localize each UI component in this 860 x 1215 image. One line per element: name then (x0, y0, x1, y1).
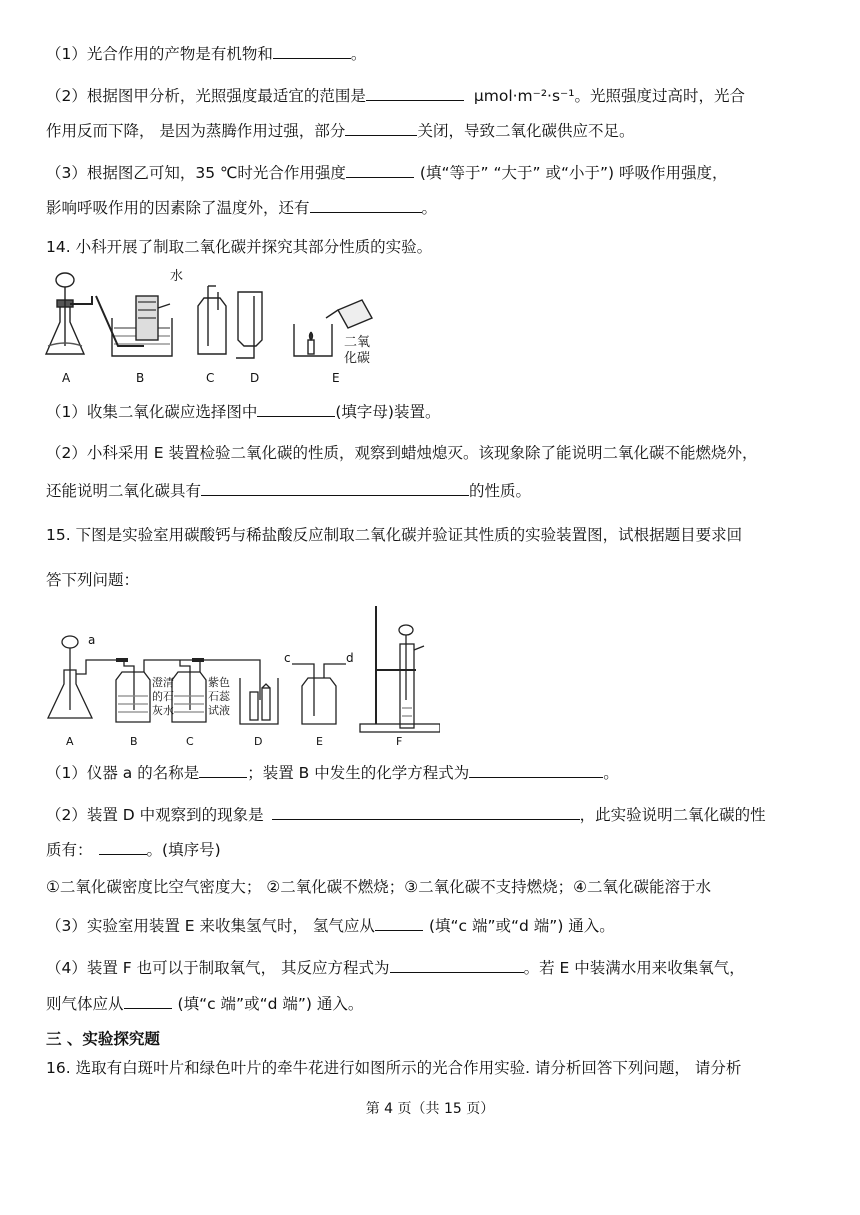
q13-part3-line2 (46, 196, 437, 219)
q15-part2-line1 (46, 803, 766, 826)
q15-p4-line2-text-b: (填“c 端”或“d 端”) 通入。 (177, 995, 364, 1013)
fig-label-e: E (316, 735, 323, 748)
q15-p4-text-b: 。若 E 中装满水用来收集氧气， (523, 959, 745, 977)
q15-p2-line2-text: 质有： (46, 841, 93, 859)
fig-label-f: F (396, 735, 403, 748)
q13-p3-text: （3）根据图乙可知，35 ℃时光合作用强度 (46, 164, 346, 182)
answer-blank[interactable] (469, 761, 603, 778)
q15-title-line2: 答下列问题： (46, 571, 140, 589)
q15-part4-line1 (46, 956, 745, 979)
fig-label-d: D (254, 735, 263, 748)
punct: 。 (350, 45, 367, 63)
answer-blank[interactable] (273, 42, 351, 59)
q13-part1 (46, 42, 366, 65)
fig-label-a: A (66, 735, 74, 748)
q15-part3 (46, 914, 615, 937)
answer-blank[interactable] (199, 761, 247, 778)
punct: 。 (603, 764, 619, 782)
q13-p2-text: （2）根据图甲分析，光照强度最适宜的范围是 (46, 87, 366, 105)
apparatus-e (292, 664, 346, 724)
label-litmus-3: 试液 (208, 704, 230, 717)
apparatus-a-flask (46, 273, 92, 354)
section-heading: 三 、实验探究题 (46, 1030, 160, 1048)
label-c: c (284, 651, 291, 665)
q15-p3-text-b: (填“c 端”或“d 端”) 通入。 (428, 917, 615, 935)
label-limewater-1: 澄清 (152, 676, 174, 689)
answer-blank[interactable] (346, 161, 414, 178)
label-d: d (346, 651, 354, 665)
q13-part2-line1 (46, 84, 745, 107)
q13-p1-text: （1）光合作用的产物是有机物和 (46, 45, 273, 63)
q15-part1 (46, 761, 619, 784)
fig-label-b: B (130, 735, 138, 748)
q14-part2-line1: （2）小科采用 E 装置检验二氧化碳的性质，观察到蜡烛熄灭。该现象除了能说明二氧化碳不能燃烧外， (46, 444, 758, 462)
q13-p3-line2-text: 影响呼吸作用的因素除了温度外，还有 (46, 199, 310, 217)
answer-blank[interactable] (310, 196, 422, 213)
q13-p3-text-b: (填“等于” “大于” 或“小于”) 呼吸作用强度， (419, 164, 728, 182)
q14-title: 14. 小科开展了制取二氧化碳并探究其部分性质的实验。 (46, 238, 433, 256)
label-water: 水 (170, 269, 184, 284)
label-limewater-2: 的石 (152, 690, 174, 703)
answer-blank[interactable] (99, 838, 147, 855)
q15-part4-line2 (46, 992, 363, 1015)
q14-p1-text-b: (填字母)装置。 (335, 403, 441, 421)
q15-apparatus-figure (40, 600, 440, 750)
answer-blank[interactable] (375, 914, 423, 931)
apparatus-d-bottle (236, 292, 262, 358)
fig-label-d: D (250, 371, 260, 385)
answer-blank[interactable] (345, 119, 417, 136)
q13-p2-unit: μmol·m⁻²·s⁻¹。 (473, 87, 590, 105)
q15-p2-text: （2）装置 D 中观察到的现象是 (46, 806, 264, 824)
fig-label-b: B (136, 371, 145, 385)
punct: 。 (421, 199, 438, 217)
answer-blank[interactable] (257, 400, 335, 417)
page-footer: 第 4 页（共 15 页） (365, 1101, 495, 1117)
q15-options: ①二氧化碳密度比空气密度大； ②二氧化碳不燃烧；③二氧化碳不支持燃烧；④二氧化碳能溶于水 (46, 878, 712, 896)
answer-blank[interactable] (366, 84, 464, 101)
answer-blank[interactable] (390, 956, 524, 973)
fig-label-c: C (206, 371, 215, 385)
apparatus-a (48, 636, 124, 718)
q15-p2-text-b: ，此实验说明二氧化碳的性 (579, 806, 766, 824)
q14-apparatus-figure (40, 266, 400, 388)
answer-blank[interactable] (124, 992, 172, 1009)
q15-part2-line2 (46, 838, 221, 861)
label-litmus-2: 石蕊 (208, 690, 230, 703)
q15-p1-text-b: ；装置 B 中发生的化学方程式为 (247, 764, 470, 782)
q15-p2-line2-text-b: 。(填序号) (146, 841, 221, 859)
apparatus-d (240, 678, 278, 724)
fig-label-e: E (332, 371, 340, 385)
label-limewater-3: 灰水 (152, 704, 174, 717)
q16-line1: 16. 选取有白斑叶片和绿色叶片的牵牛花进行如图所示的光合作用实验. 请分析回答下列问题， 请分析 (46, 1059, 742, 1077)
apparatus-b-trough (96, 296, 172, 356)
q13-p2-line2-text-b: 关闭，导致二氧化碳供应不足。 (417, 122, 635, 140)
label-a: a (88, 633, 96, 647)
q13-part2-line2 (46, 119, 634, 142)
q13-part3-line1 (46, 161, 727, 184)
q15-p4-line2-text: 则气体应从 (46, 995, 124, 1013)
q15-p3-text: （3）实验室用装置 E 来收集氢气时， 氢气应从 (46, 917, 375, 935)
q15-p1-text: （1）仪器 a 的名称是 (46, 764, 200, 782)
q15-title-line1: 15. 下图是实验室用碳酸钙与稀盐酸反应制取二氧化碳并验证其性质的实验装置图，试根据题目要求回 (46, 526, 743, 544)
apparatus-c-bottle (198, 286, 226, 354)
fig-label-a: A (62, 371, 71, 385)
q14-p2-line2-text: 还能说明二氧化碳具有 (46, 482, 202, 500)
answer-blank[interactable] (201, 479, 469, 496)
q13-p2-text-b: 光照强度过高时，光合 (589, 87, 745, 105)
apparatus-f (360, 606, 440, 732)
q13-p2-line2-text: 作用反而下降， 是因为蒸腾作用过强，部分 (46, 122, 346, 140)
q15-p4-text: （4）装置 F 也可以于制取氧气， 其反应方程式为 (46, 959, 390, 977)
label-co2-2: 化碳 (344, 351, 371, 366)
q14-part2-line2 (46, 479, 531, 502)
q14-p2-line2-text-b: 的性质。 (469, 482, 532, 500)
q14-p1-text: （1）收集二氧化碳应选择图中 (46, 403, 258, 421)
answer-blank[interactable] (272, 803, 580, 820)
fig-label-c: C (186, 735, 194, 748)
q14-part1 (46, 400, 440, 423)
label-litmus-1: 紫色 (208, 676, 230, 689)
label-co2-1: 二氧 (344, 335, 371, 350)
